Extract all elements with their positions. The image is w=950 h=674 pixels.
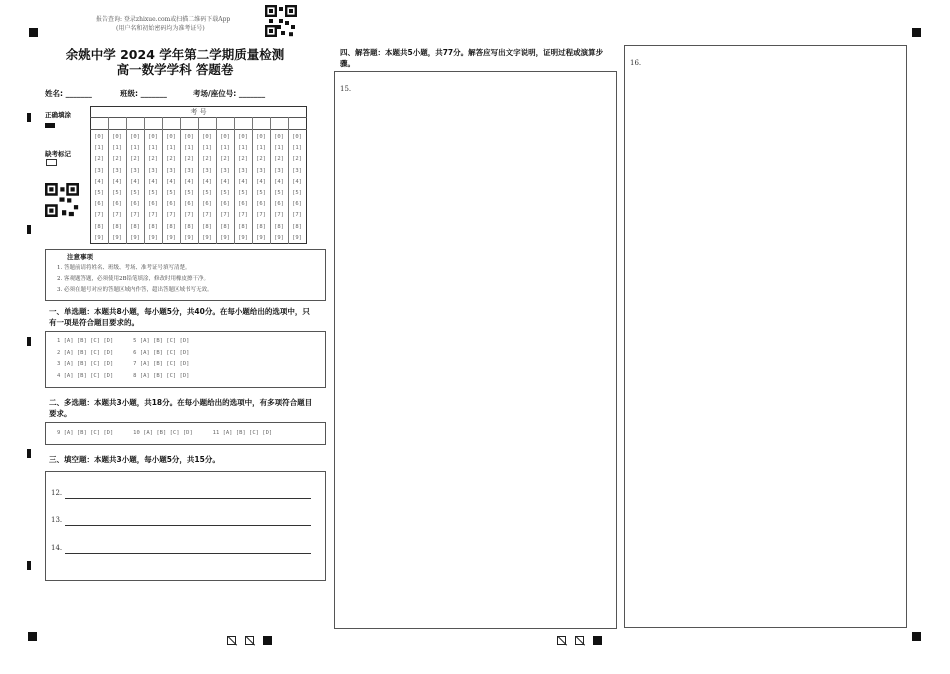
exam-id-digit-bubble[interactable]: [4] xyxy=(184,178,194,185)
note-item: 2. 客观题答题，必须使用2B铅笔填涂，修改时用橡皮擦干净。 xyxy=(57,276,210,282)
exam-id-column-divider xyxy=(288,117,289,244)
exam-id-digit-bubble[interactable]: [5] xyxy=(166,189,176,196)
exam-id-digit-bubble[interactable]: [2] xyxy=(166,156,176,163)
absent-mark-label: 缺考标记 xyxy=(45,150,71,158)
exam-id-digit-bubble[interactable]: [3] xyxy=(166,167,176,174)
exam-id-digit-bubble[interactable]: [9] xyxy=(220,234,230,241)
exam-id-column xyxy=(91,132,107,244)
exam-id-digit-bubble[interactable]: [8] xyxy=(256,223,266,230)
exam-id-digit-bubble[interactable]: [1] xyxy=(94,145,104,152)
exam-id-digit-bubble[interactable]: [2] xyxy=(112,156,122,163)
exam-id-digit-bubble[interactable]: [1] xyxy=(184,145,194,152)
exam-id-digit-bubble[interactable]: [8] xyxy=(202,223,212,230)
exam-id-digit-bubble[interactable]: [6] xyxy=(202,201,212,208)
exam-id-digit-bubble[interactable]: [7] xyxy=(202,212,212,219)
exam-id-digit-bubble[interactable]: [2] xyxy=(94,156,104,163)
question-15-label: 15. xyxy=(340,85,352,93)
exam-id-digit-bubble[interactable]: [6] xyxy=(220,201,230,208)
exam-id-digit-bubble[interactable]: [8] xyxy=(148,223,158,230)
exam-id-digit-bubble[interactable]: [6] xyxy=(148,201,158,208)
exam-id-digit-bubble[interactable]: [6] xyxy=(112,201,122,208)
exam-id-column xyxy=(145,132,161,244)
exam-id-digit-bubble[interactable]: [9] xyxy=(256,234,266,241)
exam-id-column xyxy=(271,132,287,244)
page-marker-left xyxy=(227,636,272,645)
exam-id-column-divider xyxy=(252,117,253,244)
exam-id-digit-bubble[interactable]: [3] xyxy=(256,167,266,174)
corner-mark-top-left xyxy=(29,28,38,37)
absent-mark-box[interactable] xyxy=(46,159,57,166)
exam-id-digit-bubble[interactable]: [5] xyxy=(256,189,266,196)
exam-id-digit-bubble[interactable]: [1] xyxy=(292,145,302,152)
exam-id-digit-bubble[interactable]: [6] xyxy=(238,201,248,208)
exam-id-digit-bubble[interactable]: [3] xyxy=(112,167,122,174)
class-field-label[interactable]: 班级: _______ xyxy=(120,89,167,98)
exam-id-column-divider xyxy=(234,117,235,244)
note-item: 3. 必须在题号对应的答题区域内作答，超出答题区域书写无效。 xyxy=(57,287,213,293)
exam-id-digit-bubble[interactable]: [5] xyxy=(130,189,140,196)
exam-id-digit-bubble[interactable]: [4] xyxy=(202,178,212,185)
exam-id-digit-bubble[interactable]: [7] xyxy=(94,212,104,219)
name-field-label[interactable]: 姓名: _______ xyxy=(45,89,92,98)
exam-id-digit-bubble[interactable]: [9] xyxy=(130,234,140,241)
corner-mark-top-right xyxy=(912,28,921,37)
exam-id-column xyxy=(217,132,233,244)
page-marker-fill-icon xyxy=(593,636,602,645)
fill-blank-heading: 三、填空题：本题共3小题，每小题5分，共15分。 xyxy=(49,455,220,464)
exam-id-digit-bubble[interactable]: [3] xyxy=(202,167,212,174)
exam-id-column-divider xyxy=(216,117,217,244)
exam-id-digit-bubble[interactable]: [3] xyxy=(274,167,284,174)
exam-id-digit-bubble[interactable]: [4] xyxy=(94,178,104,185)
school-title: 余姚中学 2024 学年第二学期质量检测 xyxy=(65,47,285,62)
exam-id-digit-bubble[interactable]: [4] xyxy=(130,178,140,185)
exam-id-digit-bubble[interactable]: [5] xyxy=(292,189,302,196)
exam-id-digit-bubble[interactable]: [6] xyxy=(184,201,194,208)
exam-id-digit-bubble[interactable]: [3] xyxy=(292,167,302,174)
timing-mark xyxy=(27,561,31,570)
exam-id-digit-bubble[interactable]: [9] xyxy=(202,234,212,241)
exam-id-digit-bubble[interactable]: [2] xyxy=(130,156,140,163)
exam-id-digit-bubble[interactable]: [5] xyxy=(112,189,122,196)
exam-id-digit-bubble[interactable]: [0] xyxy=(274,134,284,140)
exam-id-digit-bubble[interactable]: [1] xyxy=(166,145,176,152)
exam-id-digit-bubble[interactable]: [7] xyxy=(256,212,266,219)
exam-id-digit-bubble[interactable]: [5] xyxy=(238,189,248,196)
page-marker-check-icon xyxy=(575,636,584,645)
exam-id-digit-bubble[interactable]: [7] xyxy=(112,212,122,219)
exam-id-digit-bubble[interactable]: [7] xyxy=(148,212,158,219)
exam-id-digit-bubble[interactable]: [1] xyxy=(274,145,284,152)
student-qr-code-icon xyxy=(44,183,80,217)
exam-id-digit-bubble[interactable]: [7] xyxy=(292,212,302,219)
exam-id-digit-bubble[interactable]: [1] xyxy=(202,145,212,152)
page-marker-right xyxy=(557,636,602,645)
exam-id-digit-bubble[interactable]: [8] xyxy=(130,223,140,230)
exam-id-digit-bubble[interactable]: [4] xyxy=(238,178,248,185)
answer-section-heading: 四、解答题：本题共5小题，共77分。解答应写出文字说明，证明过程或演算步骤。 xyxy=(340,48,604,68)
exam-id-digit-bubble[interactable]: [6] xyxy=(274,201,284,208)
exam-id-digit-bubble[interactable]: [4] xyxy=(166,178,176,185)
exam-id-column-divider xyxy=(180,117,181,244)
exam-id-digit-bubble[interactable]: [0] xyxy=(220,134,230,140)
note-item: 1. 答题前请将姓名、班级、考场、准考证号填写清楚。 xyxy=(57,265,191,271)
exam-id-digit-bubble[interactable]: [4] xyxy=(148,178,158,185)
exam-id-digit-bubble[interactable]: [9] xyxy=(148,234,158,241)
exam-id-digit-bubble[interactable]: [2] xyxy=(148,156,158,163)
exam-id-digit-bubble[interactable]: [4] xyxy=(220,178,230,185)
exam-id-digit-bubble[interactable]: [8] xyxy=(184,223,194,230)
exam-id-digit-bubble[interactable]: [1] xyxy=(220,145,230,152)
exam-id-digit-bubble[interactable]: [6] xyxy=(130,201,140,208)
exam-id-digit-bubble[interactable]: [7] xyxy=(166,212,176,219)
question-15-answer-area[interactable] xyxy=(334,71,617,629)
question-14-label: 14. xyxy=(51,544,63,552)
exam-id-digit-bubble[interactable]: [2] xyxy=(274,156,284,163)
exam-id-digit-bubble[interactable]: [6] xyxy=(256,201,266,208)
exam-id-digit-bubble[interactable]: [2] xyxy=(184,156,194,163)
exam-id-digit-bubble[interactable]: [1] xyxy=(238,145,248,152)
exam-id-digit-bubble[interactable]: [8] xyxy=(274,223,284,230)
exam-id-digit-bubble[interactable]: [3] xyxy=(238,167,248,174)
exam-id-digit-bubble[interactable]: [0] xyxy=(292,134,302,140)
notes-title: 注意事项 xyxy=(67,253,93,261)
exam-id-column-divider xyxy=(144,117,145,244)
seat-field-label[interactable]: 考场/座位号: _______ xyxy=(193,89,266,98)
exam-id-digit-bubble[interactable]: [3] xyxy=(220,167,230,174)
exam-id-digit-bubble[interactable]: [9] xyxy=(166,234,176,241)
question-13-answer-line[interactable] xyxy=(65,525,311,526)
multi-choice-heading: 二、多选题：本题共3小题，共18分。在每小题给出的选项中，有多项符合题目要求。 xyxy=(49,398,313,418)
exam-id-digit-bubble[interactable]: [5] xyxy=(202,189,212,196)
timing-mark xyxy=(27,449,31,458)
exam-id-digit-bubble[interactable]: [4] xyxy=(256,178,266,185)
exam-id-digit-bubble[interactable]: [7] xyxy=(274,212,284,219)
single-choice-row[interactable]: 4 [A] [B] [C] [D] 8 [A] [B] [C] [D] xyxy=(57,373,190,379)
exam-id-digit-bubble[interactable]: [1] xyxy=(148,145,158,152)
page-marker-check-icon xyxy=(557,636,566,645)
question-16-label: 16. xyxy=(630,59,642,67)
exam-id-digit-bubble[interactable]: [8] xyxy=(166,223,176,230)
page-marker-check-icon xyxy=(245,636,254,645)
exam-id-digit-bubble[interactable]: [0] xyxy=(130,134,140,140)
exam-id-digit-bubble[interactable]: [9] xyxy=(94,234,104,241)
exam-id-column-divider xyxy=(162,117,163,244)
timing-mark xyxy=(27,337,31,346)
exam-id-digit-bubble[interactable]: [4] xyxy=(112,178,122,185)
page-marker-fill-icon xyxy=(263,636,272,645)
exam-id-digit-bubble[interactable]: [6] xyxy=(166,201,176,208)
exam-id-digit-bubble[interactable]: [8] xyxy=(94,223,104,230)
exam-id-digit-bubble[interactable]: [0] xyxy=(112,134,122,140)
exam-id-digit-bubble[interactable]: [7] xyxy=(130,212,140,219)
single-choice-heading: 一、单选题：本题共8小题，每小题5分，共40分。在每小题给出的选项中，只有一项是符合题目要求的。 xyxy=(49,307,310,327)
single-choice-row[interactable]: 3 [A] [B] [C] [D] 7 [A] [B] [C] [D] xyxy=(57,361,190,367)
question-12-answer-line[interactable] xyxy=(65,498,311,499)
exam-id-column xyxy=(253,132,269,244)
exam-id-digit-bubble[interactable]: [5] xyxy=(184,189,194,196)
exam-id-digit-bubble[interactable]: [1] xyxy=(112,145,122,152)
correct-fill-label: 正确填涂 xyxy=(45,111,71,119)
exam-id-column xyxy=(181,132,197,244)
exam-id-digit-bubble[interactable]: [9] xyxy=(274,234,284,241)
exam-id-digit-bubble[interactable]: [9] xyxy=(292,234,302,241)
qr-code-icon xyxy=(265,5,297,37)
timing-mark xyxy=(27,225,31,234)
exam-id-digit-bubble[interactable]: [3] xyxy=(94,167,104,174)
exam-id-digit-bubble[interactable]: [3] xyxy=(184,167,194,174)
exam-id-digit-bubble[interactable]: [8] xyxy=(292,223,302,230)
exam-id-digit-bubble[interactable]: [2] xyxy=(220,156,230,163)
multi-choice-row[interactable]: 9 [A] [B] [C] [D] 10 [A] [B] [C] [D] 11 [A] [B] [C] [D] xyxy=(57,430,273,436)
exam-id-column xyxy=(109,132,125,244)
timing-mark xyxy=(27,113,31,122)
exam-id-digit-bubble[interactable]: [8] xyxy=(112,223,122,230)
exam-id-digit-bubble[interactable]: [2] xyxy=(238,156,248,163)
exam-id-digit-bubble[interactable]: [5] xyxy=(148,189,158,196)
fill-blank-answer-box xyxy=(45,471,326,581)
exam-id-digit-bubble[interactable]: [7] xyxy=(220,212,230,219)
question-13-label: 13. xyxy=(51,516,63,524)
report-query-line: 报告查询: 登录zhixue.com或扫描二维码下载App xyxy=(96,16,231,23)
single-choice-row[interactable]: 2 [A] [B] [C] [D] 6 [A] [B] [C] [D] xyxy=(57,350,190,356)
exam-id-column xyxy=(235,132,251,244)
correct-fill-sample xyxy=(45,123,55,128)
exam-id-digit-bubble[interactable]: [2] xyxy=(256,156,266,163)
exam-id-digit-bubble[interactable]: [2] xyxy=(292,156,302,163)
exam-id-digit-bubble[interactable]: [5] xyxy=(274,189,284,196)
single-choice-row[interactable]: 1 [A] [B] [C] [D] 5 [A] [B] [C] [D] xyxy=(57,338,190,344)
exam-id-column-divider xyxy=(198,117,199,244)
exam-id-column-divider xyxy=(126,117,127,244)
question-16-answer-area[interactable] xyxy=(624,45,907,628)
exam-id-digit-bubble[interactable]: [8] xyxy=(238,223,248,230)
subject-title: 高一数学学科 答题卷 xyxy=(116,62,234,77)
exam-id-digit-bubble[interactable]: [0] xyxy=(184,134,194,140)
corner-mark-bottom-right xyxy=(912,632,921,641)
exam-id-digit-bubble[interactable]: [0] xyxy=(94,134,104,140)
exam-id-digit-bubble[interactable]: [4] xyxy=(292,178,302,185)
exam-id-digit-bubble[interactable]: [0] xyxy=(166,134,176,140)
corner-mark-bottom-left xyxy=(28,632,37,641)
exam-id-digit-bubble[interactable]: [5] xyxy=(220,189,230,196)
exam-id-digit-bubble[interactable]: [7] xyxy=(238,212,248,219)
exam-id-digit-bubble[interactable]: [0] xyxy=(238,134,248,140)
exam-id-digit-bubble[interactable]: [0] xyxy=(148,134,158,140)
exam-id-digit-bubble[interactable]: [4] xyxy=(274,178,284,185)
exam-id-digit-bubble[interactable]: [9] xyxy=(112,234,122,241)
exam-id-digit-bubble[interactable]: [9] xyxy=(184,234,194,241)
exam-id-digit-bubble[interactable]: [2] xyxy=(202,156,212,163)
exam-id-column xyxy=(289,132,305,244)
question-14-answer-line[interactable] xyxy=(65,553,311,554)
question-12-label: 12. xyxy=(51,489,63,497)
exam-id-column-divider xyxy=(270,117,271,244)
exam-id-column xyxy=(163,132,179,244)
exam-id-digit-bubble[interactable]: [6] xyxy=(94,201,104,208)
exam-id-digit-bubble[interactable]: [0] xyxy=(202,134,212,140)
exam-id-digit-bubble[interactable]: [0] xyxy=(256,134,266,140)
page-marker-check-icon xyxy=(227,636,236,645)
exam-id-header: 考 号 xyxy=(190,108,207,116)
exam-id-digit-bubble[interactable]: [3] xyxy=(130,167,140,174)
exam-id-column xyxy=(127,132,143,244)
exam-id-digit-bubble[interactable]: [3] xyxy=(148,167,158,174)
exam-id-digit-bubble[interactable]: [5] xyxy=(94,189,104,196)
exam-id-digit-bubble[interactable]: [8] xyxy=(220,223,230,230)
exam-id-digit-bubble[interactable]: [6] xyxy=(292,201,302,208)
report-query-note: (用户名和初始密码均为准考证号) xyxy=(116,25,205,32)
exam-id-digit-bubble[interactable]: [1] xyxy=(256,145,266,152)
exam-id-digit-bubble[interactable]: [9] xyxy=(238,234,248,241)
exam-id-column-divider xyxy=(108,117,109,244)
exam-id-column xyxy=(199,132,215,244)
exam-id-digit-bubble[interactable]: [7] xyxy=(184,212,194,219)
exam-id-digit-bubble[interactable]: [1] xyxy=(130,145,140,152)
